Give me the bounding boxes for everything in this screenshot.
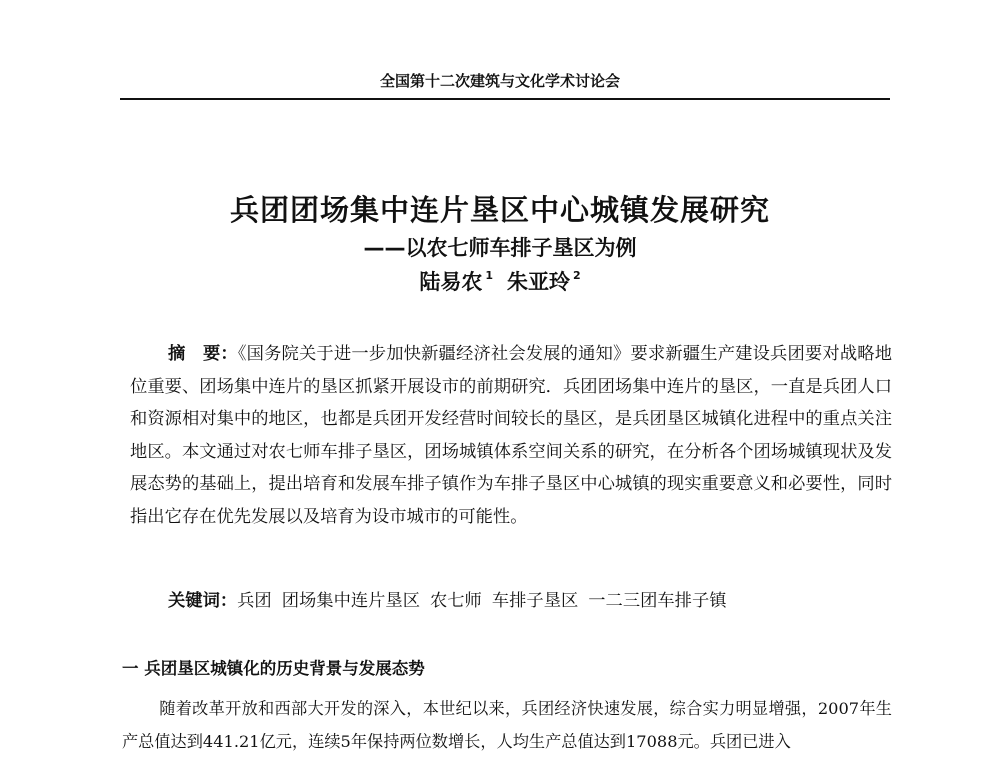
affiliation-mark: 1: [485, 269, 493, 282]
abstract-text: 《国务院关于进一步加快新疆经济社会发展的通知》要求新疆生产建设兵团要对战略地位重要、团场集中连片的垦区抓紧开展设市的前期研究．兵团团场集中连片的垦区，一直是兵团人口和资源相对集中的地区，也都是兵团开发经营时间较长的垦区，是兵团垦区城镇化进程中的重点关注地区。本文通过对农七师车排子垦区，团场城镇体系空间关系的研究，在分析各个团场城镇现状及发展态势的基础上，提出培育和发展车排子镇作为车排子垦区中心城镇的现实重要意义和必要性，同时指出它存在优先发展以及培育为设市城市的可能性。: [130, 344, 892, 527]
keyword: 兵团: [237, 591, 272, 611]
paper-subtitle: ——以农七师车排子垦区为例: [363, 236, 637, 260]
running-head: 全国第十二次建筑与文化学术讨论会: [379, 72, 620, 90]
keyword: 车排子垦区: [491, 591, 579, 611]
keyword: 团场集中连片垦区: [281, 591, 420, 611]
body-paragraph: 随着改革开放和西部大开发的深入，本世纪以来，兵团经济快速发展，综合实力明显增强，2007年生产总值达到441.21亿元，连续5年保持两位数增长，人均生产总值达到17088元。兵团已进入: [122, 699, 892, 751]
section-heading: 一 兵团垦区城镇化的历史背景与发展态势: [122, 659, 425, 678]
paper-title: 兵团团场集中连片垦区中心城镇发展研究: [229, 193, 770, 227]
keyword: 农七师: [429, 591, 482, 611]
keywords-label: 关键词：: [168, 591, 238, 611]
keyword: 一二三团车排子镇: [588, 591, 727, 611]
author-name: 陆易农: [419, 270, 483, 294]
keywords: [168, 587, 892, 615]
abstract-label: 摘 要：: [168, 344, 238, 364]
author-name: 朱亚玲: [507, 270, 570, 294]
affiliation-mark: 2: [573, 269, 581, 282]
header-rule: [120, 98, 890, 100]
abstract: [130, 338, 892, 534]
author-list: [0, 266, 1000, 296]
